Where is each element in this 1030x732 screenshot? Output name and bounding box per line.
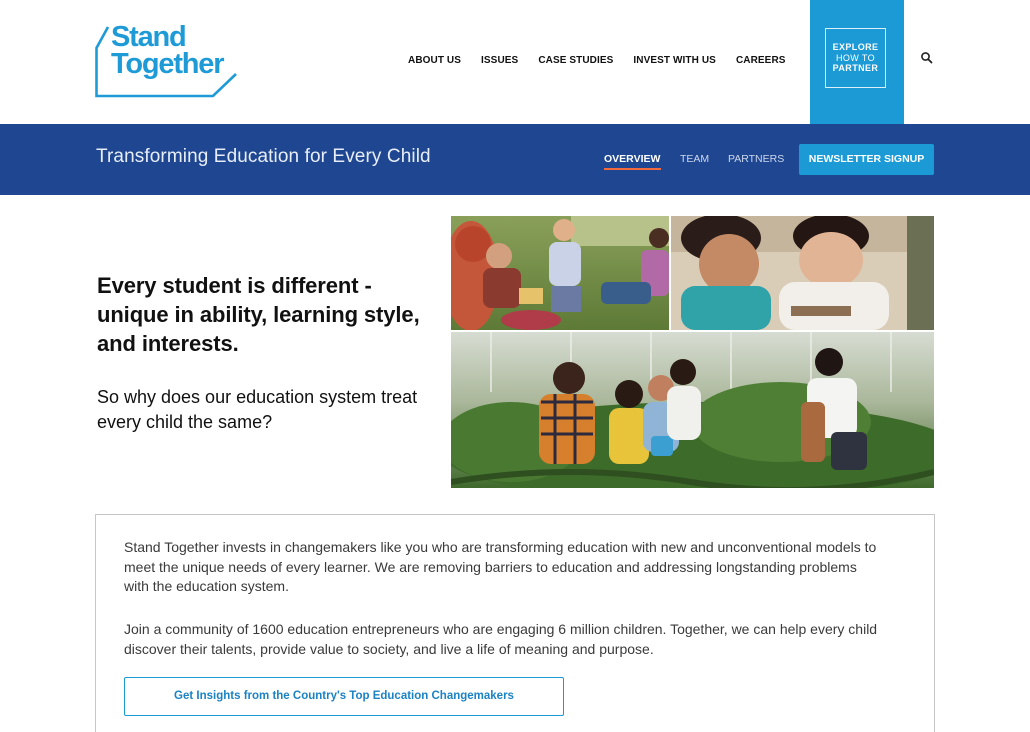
- photo-girls-closeup: [671, 216, 934, 330]
- main-nav: [408, 55, 806, 66]
- tab-overview[interactable]: OVERVIEW: [604, 153, 661, 165]
- explore-partner-panel[interactable]: [810, 0, 904, 124]
- students-photo-collage: [451, 216, 934, 488]
- tab-partners[interactable]: PARTNERS: [728, 153, 785, 165]
- active-tab-underline: [604, 168, 661, 170]
- hero-headline: Every student is different - unique in ability, learning style, and interests.: [97, 273, 420, 356]
- logo-line-stand: Stand: [111, 21, 186, 53]
- logo-line-together: Together: [111, 48, 224, 80]
- nav-careers[interactable]: CAREERS: [735, 55, 786, 66]
- photo-kids-outdoors: [451, 216, 669, 330]
- section-title: Transforming Education for Every Child: [96, 146, 431, 167]
- logo-wordmark: [111, 21, 224, 80]
- partner-label: PARTNER: [832, 63, 879, 74]
- intro-paragraph: Stand Together invests in changemakers like you who are transforming education with new and unconventional models to meet the unique needs of every learner. We are removing barriers to education and addressing longstanding problems with the education system.: [124, 539, 877, 594]
- tab-team[interactable]: TEAM: [680, 153, 710, 165]
- explore-label: EXPLORE: [832, 42, 879, 53]
- nav-invest-with-us[interactable]: INVEST WITH US: [633, 55, 716, 66]
- nav-issues[interactable]: ISSUES: [481, 55, 519, 66]
- how-to-label: HOW TO: [835, 52, 876, 63]
- hero-subhead: So why does our education system treat every child the same?: [97, 387, 418, 432]
- community-paragraph: Join a community of 1600 education entrepreneurs who are engaging 6 million children. Together, we can help every child discover their talents, provide value to society, and live a life of meaning and purpose.: [124, 621, 878, 657]
- nav-case-studies[interactable]: CASE STUDIES: [538, 55, 614, 66]
- photo-greenhouse-gardening: [451, 332, 934, 488]
- explore-partner-button[interactable]: [825, 28, 886, 88]
- get-insights-button[interactable]: Get Insights from the Country's Top Education Changemakers: [124, 677, 564, 716]
- nav-about-us[interactable]: ABOUT US: [408, 55, 462, 66]
- search-icon[interactable]: [920, 51, 934, 65]
- newsletter-signup-button[interactable]: NEWSLETTER SIGNUP: [799, 144, 934, 175]
- stand-together-logo[interactable]: [95, 21, 245, 98]
- site-header: [0, 0, 1030, 124]
